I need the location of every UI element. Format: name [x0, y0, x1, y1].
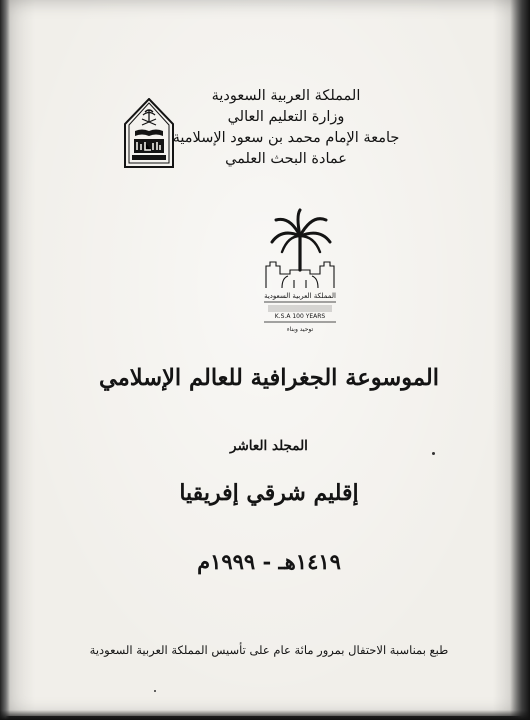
centenary-footer-note: طبع بمناسبة الاحتفال بمرور مائة عام على تأسيس المملكة العربية السعودية	[89, 643, 449, 657]
issuing-authority-header	[146, 86, 426, 170]
scan-border-left	[0, 0, 10, 720]
publication-dates: ١٤١٩هـ - ١٩٩٩م	[197, 549, 341, 574]
deanship-line: عمادة البحث العلمي	[225, 151, 347, 167]
scan-border-right	[510, 0, 530, 720]
university-line: جامعة الإمام محمد بن سعود الإسلامية	[172, 130, 400, 146]
volume-label: المجلد العاشر	[230, 438, 308, 454]
scan-border-bottom	[0, 710, 530, 720]
centenary-english-text: K.S.A 100 YEARS	[274, 313, 326, 320]
country-line: المملكة العربية السعودية	[211, 88, 361, 104]
encyclopedia-title: الموسوعة الجغرافية للعالم الإسلامي	[99, 365, 439, 391]
centenary-arabic-text: المملكة العربية السعودية	[264, 292, 336, 300]
scan-speck	[432, 452, 435, 455]
region-title: إقليم شرقي إفريقيا	[179, 480, 359, 506]
book-title-page	[4, 0, 524, 716]
ministry-line: وزارة التعليم العالي	[227, 109, 345, 125]
scan-speck	[154, 690, 156, 692]
centenary-motto-text: توحيد وبناء	[286, 326, 314, 333]
palm-tree-fort-icon	[260, 208, 340, 340]
